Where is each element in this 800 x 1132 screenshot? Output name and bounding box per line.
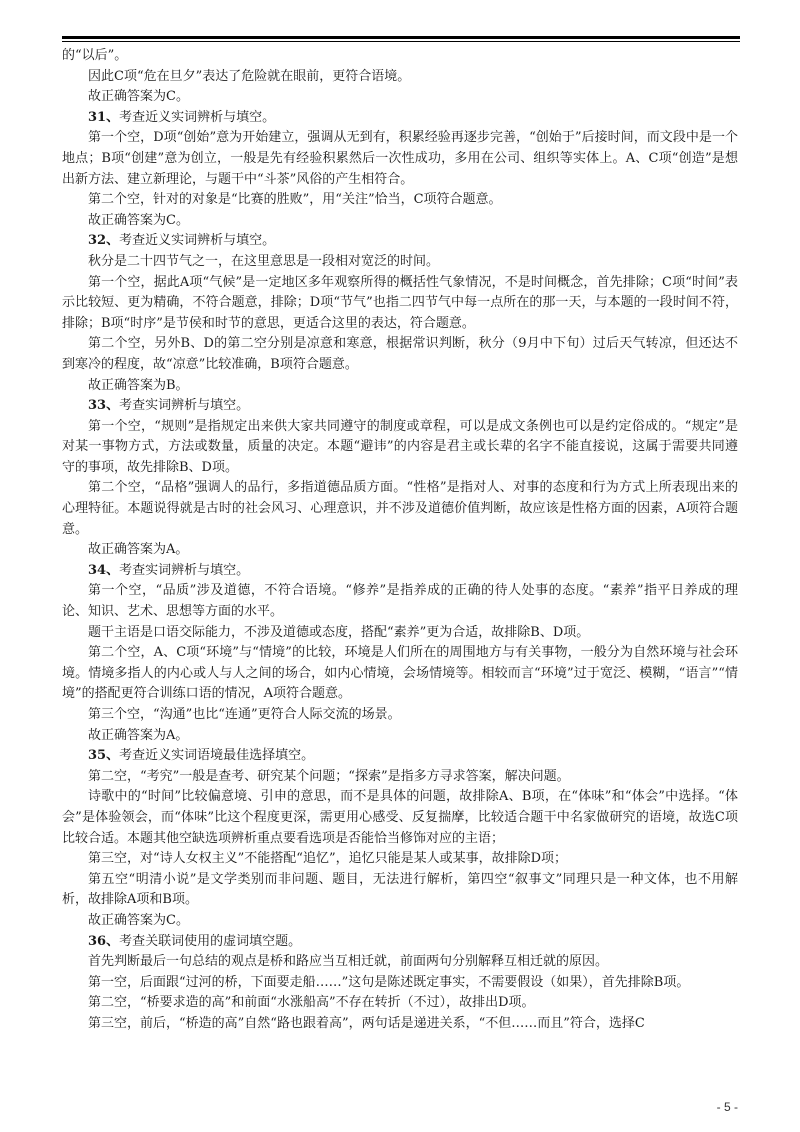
- paragraph-text: 第一个空，“规则”是指规定出来供大家共同遵守的制度或章程，可以是成文条例也可以是约定俗成的。“规定”是对某一事物方式，方法或数量，质量的决定。本题“避讳”的内容是君主或长辈的名字不能直接说，这属于需要共同遵守的事项，故先排除B、D项。: [62, 418, 738, 475]
- paragraph-text: 考查近义实词语境最佳选择填空。: [119, 748, 315, 764]
- paragraph: [62, 643, 738, 705]
- paragraph-text: 首先判断最后一句总结的观点是桥和路应当互相迁就，前面两句分别解释互相迁就的原因。: [88, 954, 609, 970]
- paragraph-text: 故正确答案为A。: [88, 542, 189, 558]
- paragraph-text: 故正确答案为C。: [88, 912, 189, 928]
- paragraph-text: 考查实词辨析与填空。: [119, 562, 250, 578]
- paragraph-text: 考查实词辨析与填空。: [119, 398, 250, 414]
- paragraph-text: 考查关联词使用的虚词填空题。: [119, 933, 302, 949]
- paragraph-text: 第三空，前后，“桥造的高”自然“路也跟着高”，两句话是递进关系，“不但……而且”符合，选择C: [88, 1015, 645, 1031]
- question-number: 31、: [88, 109, 120, 125]
- paragraph-text: 第一空，后面跟“过河的桥，下面要走船……”这句是陈述既定事实，不需要假设（如果），首先排除B项。: [88, 974, 690, 990]
- paragraph-text: 因此C项“危在旦夕”表达了危险就在眼前，更符合语境。: [88, 68, 411, 84]
- paragraph: [62, 581, 738, 622]
- paragraph-text: 第二个空，另外B、D的第二空分别是凉意和寒意，根据常识判断，秋分（9月中下旬）过后天气转凉，但还达不到寒冷的程度，故“凉意”比较准确，B项符合题意。: [62, 336, 738, 372]
- paragraph: [62, 334, 738, 375]
- paragraph: [62, 67, 738, 88]
- paragraph: [62, 952, 738, 973]
- paragraph: [62, 540, 738, 561]
- question-heading: [62, 561, 738, 582]
- paragraph: [62, 376, 738, 397]
- question-number: 33、: [88, 398, 120, 414]
- paragraph-text: 第五空“明清小说”是文学类别而非问题、题目，无法进行解析，第四空“叙事文”同理只是一种文体，也不用解析，故排除A项和B项。: [62, 871, 738, 908]
- paragraph-text: 故正确答案为B。: [88, 377, 189, 393]
- paragraph: [62, 1014, 738, 1035]
- question-heading: [62, 932, 738, 953]
- paragraph-text: 故正确答案为C。: [88, 212, 189, 228]
- paragraph-text: 考查近义实词辨析与填空。: [119, 233, 276, 249]
- question-heading: [62, 108, 738, 129]
- paragraph-text: 第二个空，“品格”强调人的品行，多指道德品质方面。“性格”是指对人、对事的态度和行为方式上所表现出来的心理特征。本题说得就是古时的社会风习、心理意识，并不涉及道德价值判断，故应该是性格方面的因素，A项符合题意。: [62, 480, 738, 537]
- question-number: 36、: [88, 933, 120, 949]
- paragraph: [62, 478, 738, 540]
- paragraph: [62, 87, 738, 108]
- question-number: 32、: [88, 233, 120, 249]
- paragraph: [62, 190, 738, 211]
- paragraph: [62, 623, 738, 644]
- paragraph: [62, 128, 738, 190]
- paragraph-text: 第一个空，D项“创始”意为开始建立，强调从无到有，积累经验再逐步完善，“创始于”后接时间，而文段中是一个地点；B项“创建”意为创立，一般是先有经验积累然后一次性成功，多用在公司、组织等实体上。A、C项“创造”是想出新方法、建立新理论，与题干中“斗茶”风俗的产生相符合。: [62, 130, 738, 187]
- paragraph-text: 故正确答案为A。: [88, 727, 189, 743]
- paragraph-text: 题干主语是口语交际能力，不涉及道德或态度，搭配“素养”更为合适，故排除B、D项。: [88, 624, 590, 640]
- paragraph: [62, 417, 738, 479]
- paragraph: [62, 726, 738, 747]
- paragraph-text: 第一个空，“品质”涉及道德，不符合语境。“修养”是指养成的正确的待人处事的态度。“素养”指平日养成的理论、知识、艺术、思想等方面的水平。: [62, 583, 738, 620]
- paragraph-text: 第三个空，“沟通”也比“连通”更符合人际交流的场景。: [88, 707, 401, 722]
- question-heading: [62, 746, 738, 767]
- paragraph: [62, 211, 738, 232]
- paragraph: [62, 273, 738, 335]
- question-heading: [62, 231, 738, 252]
- paragraph: [62, 787, 738, 849]
- paragraph: [62, 911, 738, 932]
- paragraph-text: 考查近义实词辨析与填空。: [119, 109, 276, 125]
- paragraph-text: 第二个空，针对的对象是“比赛的胜败”，用“关注”恰当，C项符合题意。: [88, 192, 502, 208]
- paragraph-text: 第一个空，据此A项“气候”是一定地区多年观察所得的概括性气象情况，不是时间概念，首先排除；C项“时间”表示比较短、更为精确，不符合题意，排除；D项“节气”也指二四节气中每一点所在的那一天，与本题的一段时间不符，排除；B项“时序”是节侯和时节的意思，更适合这里的表达，符合题意。: [62, 274, 738, 331]
- paragraph: [62, 849, 738, 870]
- paragraph: [62, 46, 738, 67]
- paragraph: [62, 767, 738, 788]
- paragraph-text: 的“以后”。: [62, 48, 128, 63]
- paragraph: [62, 252, 738, 273]
- paragraph: [62, 870, 738, 911]
- question-heading: [62, 396, 738, 417]
- paragraph: [62, 973, 738, 994]
- paragraph-text: 第二个空，A、C项“环境”与“情境”的比较，环境是人们所在的周围地方与有关事物，一般分为自然环境与社会环境。情境多指人的内心或人与人之间的场合，如内心情境，会场情境等。相较而言“环境”过于宽泛、模糊，“语言”“情境”的搭配更符合训练口语的情况，A项符合题意。: [62, 645, 738, 702]
- paragraph-text: 秋分是二十四节气之一，在这里意思是一段相对宽泛的时间。: [88, 253, 440, 269]
- paragraph-text: 故正确答案为C。: [88, 89, 189, 105]
- paragraph: [62, 993, 738, 1014]
- question-number: 35、: [88, 748, 120, 764]
- header-rule: [62, 36, 740, 42]
- paragraph-text: 第二空，“桥要求造的高”和前面“水涨船高”不存在转折（不过），故排出D项。: [88, 995, 535, 1011]
- paragraph-text: 第三空，对“诗人女权主义”不能搭配“追忆”，追忆只能是某人或某事，故排除D项；: [88, 851, 568, 867]
- paragraph-text: 诗歌中的“时间”比较偏意境、引申的意思，而不是具体的问题，故排除A、B项，在“体味”和“体会”中选择。“体会”是体验领会，而“体味”比这个程度更深，需更用心感受、反复揣摩，比较适合题干中名家做研究的语境，故选C项比较合适。本题其他空缺选项辨析重点要看选项是否能恰当修饰对应的主语；: [62, 789, 738, 846]
- paragraph: [62, 705, 738, 726]
- page-number: - 5 -: [716, 1100, 738, 1114]
- paragraph-text: 第二空，“考究”一般是查考、研究某个问题；“探索”是指多方寻求答案，解决问题。: [88, 768, 570, 784]
- question-number: 34、: [88, 562, 120, 578]
- document-body: [62, 46, 738, 1035]
